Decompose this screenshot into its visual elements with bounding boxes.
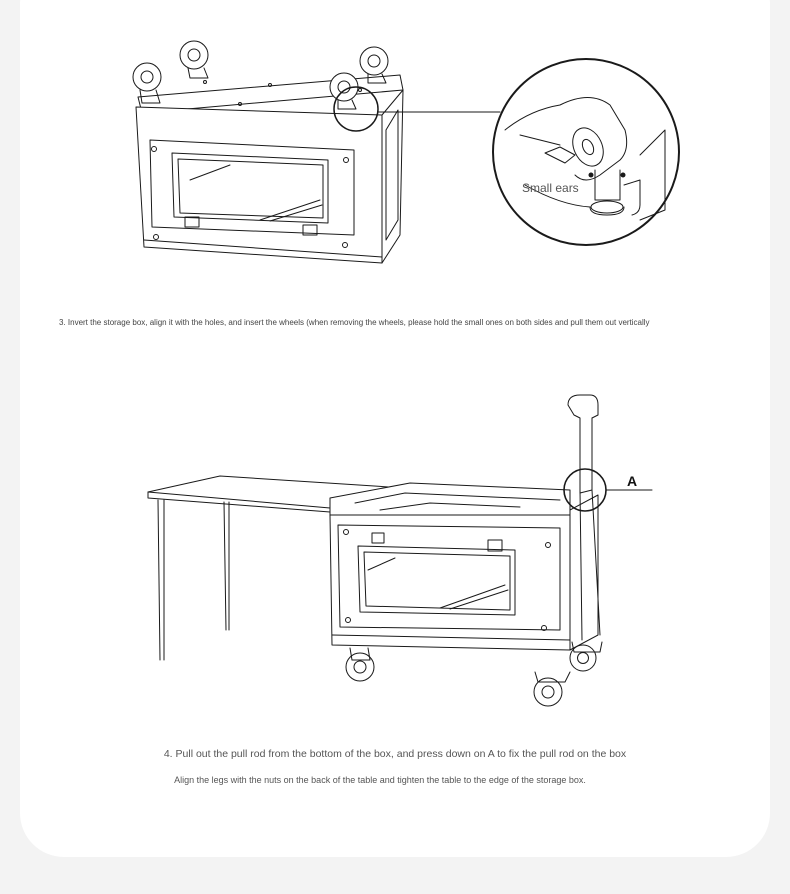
small-ears-label: Small ears (522, 181, 579, 195)
step-4-subtext: Align the legs with the nuts on the back of the table and tighten the table to the edge of the storage box. (174, 775, 586, 785)
figure-box-with-table (140, 390, 660, 715)
step-3-text: 3. Invert the storage box, align it with the holes, and insert the wheels (when removing the wheels, please hold the small ones on both sides and pull them out vertically (59, 318, 650, 327)
step-4-text: 4. Pull out the pull rod from the bottom of the box, and press down on A to fix the pull rod on the box (163, 748, 627, 760)
callout-letter-a: A (627, 473, 638, 489)
figure-inverted-box (120, 35, 690, 275)
